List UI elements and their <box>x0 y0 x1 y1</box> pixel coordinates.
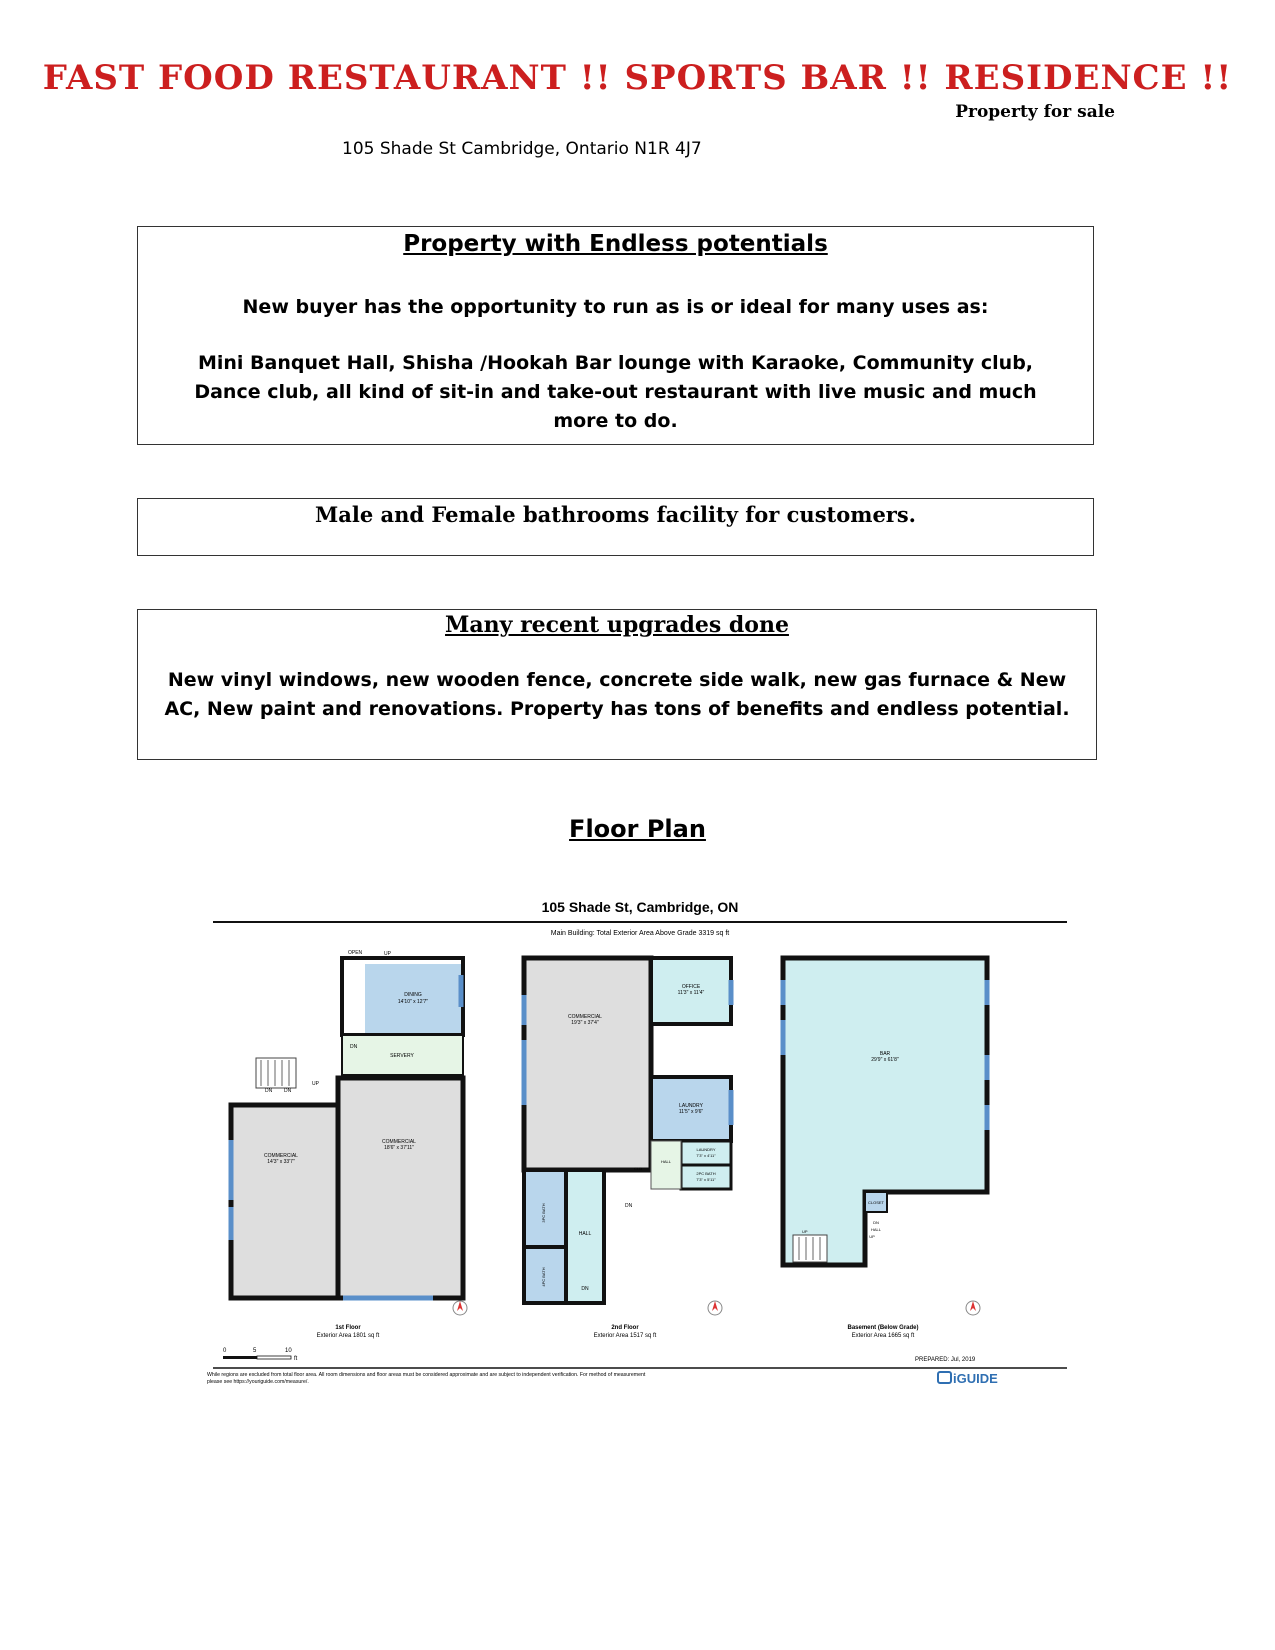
svg-text:SERVERY: SERVERY <box>390 1053 414 1059</box>
basement-area: Exterior Area 1665 sq ft <box>851 1333 915 1339</box>
bathrooms-heading: Male and Female bathrooms facility for customers. <box>314 502 916 527</box>
upgrades-text: New vinyl windows, new wooden fence, concrete side walk, new gas furnace & New AC, New paint and renovations. Property has tons of benefits and endless potential. <box>164 669 1070 720</box>
svg-text:UP: UP <box>869 1234 875 1239</box>
basement-stairs <box>793 1235 827 1262</box>
svg-text:HALL: HALL <box>660 1159 672 1164</box>
first-floor-stairs <box>256 1058 296 1088</box>
svg-text:LAUNDRY: LAUNDRY <box>696 1147 716 1152</box>
first-floor-label: 1st Floor <box>335 1325 361 1331</box>
property-address: 105 Shade St Cambridge, Ontario N1R 4J7 <box>342 139 702 159</box>
bar-room <box>783 958 987 1265</box>
svg-text:UP: UP <box>312 1081 319 1087</box>
second-floor-label: 2nd Floor <box>611 1325 639 1331</box>
iguide-logo <box>938 1371 998 1386</box>
page-title: FAST FOOD RESTAURANT !! SPORTS BAR !! RESIDENCE !! <box>42 58 1233 98</box>
svg-text:7'3" x 4'11": 7'3" x 4'11" <box>696 1153 716 1158</box>
svg-text:3PC BATH: 3PC BATH <box>541 1203 546 1223</box>
commercial-room-2nd <box>524 958 651 1170</box>
upgrades-heading: Many recent upgrades done <box>445 612 789 638</box>
svg-text:DN: DN <box>625 1203 633 1209</box>
potentials-uses: Mini Banquet Hall, Shisha /Hookah Bar lounge with Karaoke, Community club, Dance club, all kind of sit-in and take-out restaurant with live music and much more to do. <box>194 352 1037 432</box>
svg-text:2PC BATH: 2PC BATH <box>696 1171 716 1176</box>
svg-text:0: 0 <box>223 1348 227 1354</box>
svg-text:19'3" x 37'4": 19'3" x 37'4" <box>571 1020 599 1026</box>
basement-plan <box>783 958 987 1265</box>
svg-text:14'3" x 33'7": 14'3" x 33'7" <box>267 1159 295 1165</box>
svg-text:OPEN: OPEN <box>348 950 363 956</box>
prepared-date: PREPARED: Jul, 2019 <box>915 1357 976 1363</box>
floor-plan-heading: Floor Plan <box>569 815 706 843</box>
svg-text:DN: DN <box>873 1220 879 1225</box>
svg-text:18'6" x 37'11": 18'6" x 37'11" <box>384 1145 414 1151</box>
basement-label: Basement (Below Grade) <box>847 1325 919 1331</box>
svg-text:10: 10 <box>285 1348 292 1354</box>
floor-plan-title: 105 Shade St, Cambridge, ON <box>541 899 739 915</box>
svg-text:OFFICE: OFFICE <box>681 984 701 990</box>
svg-text:DN: DN <box>284 1088 292 1094</box>
svg-text:4PC BATH: 4PC BATH <box>541 1267 546 1287</box>
svg-text:CLD: CLD <box>633 1166 643 1171</box>
svg-text:COMMERCIAL: COMMERCIAL <box>382 1139 416 1145</box>
svg-text:11'5" x 9'6": 11'5" x 9'6" <box>678 1109 704 1115</box>
svg-text:CLOSET: CLOSET <box>867 1200 885 1205</box>
first-floor-plan <box>231 950 463 1298</box>
svg-text:UP: UP <box>802 1229 808 1234</box>
upgrades-box <box>137 609 1097 760</box>
svg-text:11'3" x 11'4": 11'3" x 11'4" <box>677 990 705 996</box>
potentials-box <box>137 226 1094 445</box>
second-floor-area: Exterior Area 1517 sq ft <box>593 1333 657 1339</box>
bathrooms-box <box>137 498 1094 556</box>
potentials-intro: New buyer has the opportunity to run as is or ideal for many uses as: <box>242 296 989 318</box>
svg-text:5: 5 <box>253 1348 257 1354</box>
svg-text:COMMERCIAL: COMMERCIAL <box>568 1014 602 1020</box>
commercial-room-west <box>231 1105 338 1298</box>
second-floor-hall <box>651 1141 681 1189</box>
svg-text:14'10" x 12'7": 14'10" x 12'7" <box>397 999 429 1005</box>
disclaimer-line-1: While regions are excluded from total floor area. All room dimensions and floor areas must be considered approximate and are subject to independent verification. For method of measurement <box>207 1372 646 1378</box>
first-floor-area: Exterior Area 1801 sq ft <box>316 1333 380 1339</box>
svg-text:DN: DN <box>581 1286 589 1292</box>
svg-text:HALL: HALL <box>578 1231 592 1237</box>
iguide-brand: iGUIDE <box>953 1371 998 1386</box>
svg-text:DINING: DINING <box>404 992 422 998</box>
svg-text:BAR: BAR <box>879 1051 891 1057</box>
svg-text:DN: DN <box>265 1088 273 1094</box>
floor-plan-subtitle: Main Building: Total Exterior Area Above Grade 3319 sq ft <box>550 930 730 937</box>
svg-text:7'3" x 5'11": 7'3" x 5'11" <box>696 1177 716 1182</box>
second-floor-plan <box>524 958 731 1303</box>
svg-text:UP: UP <box>384 951 391 957</box>
scale-bar <box>223 1348 298 1362</box>
svg-text:COMMERCIAL: COMMERCIAL <box>264 1153 298 1159</box>
disclaimer-line-2: please see https://youriguide.com/measure/. <box>207 1379 309 1385</box>
page-subtitle: Property for sale <box>955 102 1115 122</box>
svg-text:LAUNDRY: LAUNDRY <box>679 1103 703 1109</box>
commercial-room-east <box>338 1078 463 1298</box>
svg-text:ft: ft <box>294 1356 298 1362</box>
svg-text:DN: DN <box>350 1044 358 1050</box>
floor-plan-drawing <box>205 895 1075 1465</box>
svg-text:HALL: HALL <box>870 1227 882 1232</box>
potentials-heading: Property with Endless potentials <box>403 231 828 257</box>
svg-text:29'9" x 61'8": 29'9" x 61'8" <box>871 1057 899 1063</box>
